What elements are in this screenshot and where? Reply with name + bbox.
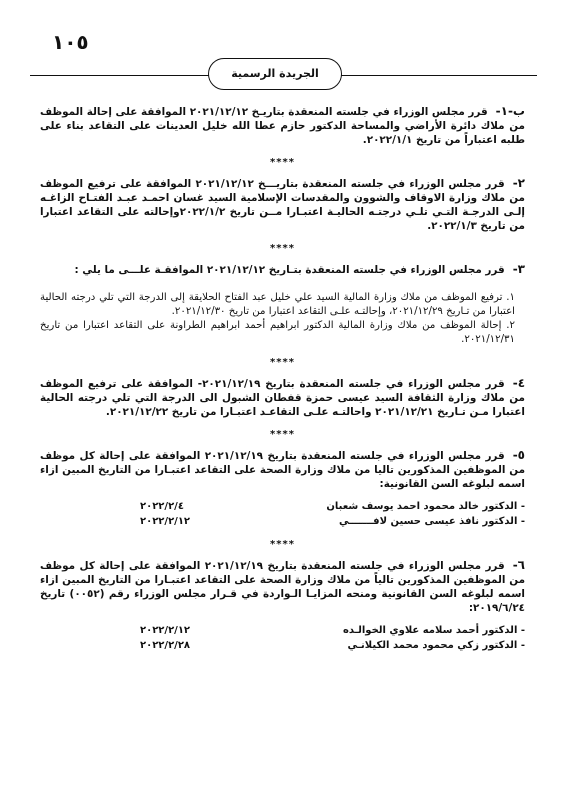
name-row [40,514,525,529]
name-row [40,638,525,653]
separator: **** [270,157,295,168]
separator: **** [270,429,295,440]
retirement-date: ٢٠٢٢/٢/٤ [140,501,184,512]
item-text: قرر مجلس الوزراء في جلسته المنعقدة بتاريـــخ ٢٠٢١/١٢/١٢ الموافقة على ترفيع الموظف من ملاك وزارة الاوقاف والشوون والمقدسات الإسلامية السيد غسان احمـد عبـد الفتـاح الزاغـه إلـى الدرجـة التـي تلـي درجتـه الحاليـة اعتبـارا مــن تاريخ ٢٠٢٢/١/٢وإحالته على التقاعد اعتبارا من تاريخ ٢٠٢٢/١/٣. [40,178,525,232]
newspaper-title: الجريدة الرسمية [208,58,342,90]
names-list [40,623,525,653]
decision-item-1 [40,104,525,147]
person-name: - الدكتور نافذ عيسى حسين لافـــــــي [339,516,525,527]
names-list [40,499,525,529]
person-name: - الدكتور زكي محمود محمد الكيلانـي [347,640,525,651]
sub-item: ٢. إحالة الموظف من ملاك وزارة المالية الدكتور ابراهيم أحمد ابراهيم الطراونة على التقاعد اعتبارا من تاريخ ٢٠٢١/١٢/٣١. [40,320,515,345]
separator: **** [270,539,295,550]
item-number: ٣- [512,262,525,276]
decision-item-2 [40,176,525,233]
item-text: قرر مجلس الوزراء في جلسته المنعقدة بتـاريخ ٢٠٢١/١٢/١٢ الموافقـة علـــى ما يلي : [74,264,505,276]
item-text: قرر مجلس الوزراء في جلسته المنعقدة بتاريخ ٢٠٢١/١٢/١٩ الموافقة على إحالة كل موظف من الموظفين المذكورين تالياً من ملاك وزارة الصحة على التقاعد اعتبـارا من التاريخ المبين ازاء اسمه لبلوغه السن القانونية ومنحه المزايـا الـواردة في قـرار مجلس الوزراء رقم (٠٠٥٢) تاريخ ٢٠١٩/٦/٢٤: [40,560,525,614]
name-row [40,623,525,638]
separator: **** [270,357,295,368]
item-number: ٥- [512,448,525,462]
document-body [40,104,525,653]
item-number: ٤- [512,376,526,390]
decision-item-5 [40,448,525,491]
item-text: قرر مجلس الوزراء في جلسته المنعقدة بتاريـخ ٢٠٢١/١٢/١٢ الموافقة على إحالة الموظف من ملاك دائرة الأراضي والمساحة الدكتور حازم عطا الله خليل العدينات على التقاعد بناء على طلبه اعتباراً من تاريخ ٢٠٢٢/١/١. [40,106,525,146]
item-number: ب-١- [495,104,525,118]
item-number: ٢- [512,176,525,190]
person-name: - الدكتور خالد محمود احمد يوسف شعبان [326,501,525,512]
sub-item: ١. ترفيع الموظف من ملاك وزارة المالية السيد علي خليل عبد الفتاح الحلايقة إلى الدرجة التي تلي درجته الحالية اعتبارا من تـاريخ ٢٠٢١/١٢/٢٩، وإحالتـه علـى التقاعد اعتبارا من تاريخ ٢٠٢١/١٢/٣٠. [40,292,515,317]
page-number: ١٠٥ [52,30,89,54]
decision-item-3 [40,262,525,277]
person-name: - الدكتور أحمد سلامه علاوي الخوالـده [343,625,525,636]
decision-item-4 [40,376,525,419]
name-row [40,499,525,514]
decision-item-6 [40,558,525,615]
item-number: ٦- [512,558,525,572]
retirement-date: ٢٠٢٢/٢/١٢ [140,516,191,527]
item-text: قرر مجلس الوزراء في جلسته المنعقدة بتاريخ ٢٠٢١/١٢/١٩- الموافقة على ترفيع الموظف من ملاك وزارة الثقافة السيد عيسى حمزة قفطان الشبول الى الدرجة التي تلي درجته الحالية اعتبارا مـن تـاريخ ٢٠٢١/١٢/٢١ واحالتـه علـى التقاعـد اعتبـارا من تاريخ ٢٠٢١/١٢/٢٢. [40,378,525,418]
retirement-date: ٢٠٢٢/٢/٢٨ [140,640,191,651]
separator: **** [270,243,295,254]
retirement-date: ٢٠٢٢/٢/١٢ [140,625,191,636]
item-text: قرر مجلس الوزراء في جلسته المنعقدة بتاريخ ٢٠٢١/١٢/١٩ الموافقة على إحالة كل موظف من الموظفين المذكورين تاليا من ملاك وزارة الصحة على التقاعد اعتبـارا من التاريخ المبين ازاء اسمه لبلوغه السن القانونية: [40,450,525,490]
